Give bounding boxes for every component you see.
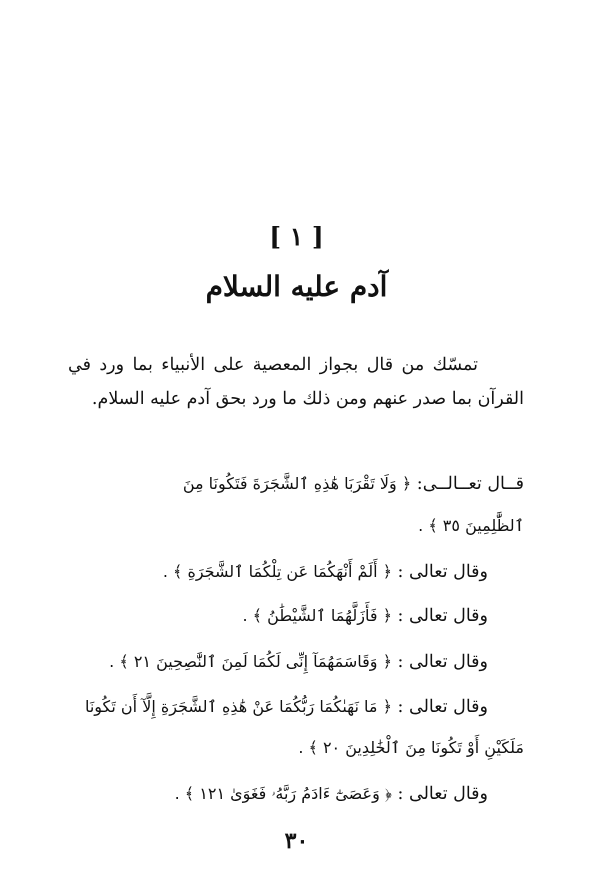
verse-text: ﴿ وَعَصَىٰٓ ءَادَمُ رَبَّهُۥ فَغَوَىٰ ١٢١ ﴾ . bbox=[174, 784, 392, 803]
verse-text: ﴿ أَلَمْ أَنْهَكُمَا عَن تِلْكُمَا ٱلشَّجَرَةِ ﴾ . bbox=[162, 562, 392, 581]
verse-line bbox=[68, 652, 488, 672]
verse-text: ﴿ مَا نَهَىٰكُمَا رَبُّكُمَا عَنْ هَٰذِهِ ٱلشَّجَرَةِ إِلَّآ أَن تَكُونَا bbox=[84, 697, 392, 716]
verse-line bbox=[68, 784, 488, 804]
verse-prefix: قــال تعــالــى: bbox=[416, 474, 524, 494]
verse-line bbox=[68, 606, 488, 626]
intro-paragraph: تمسّك من قال بجواز المعصية على الأنبياء بما ورد في القرآن بما صدر عنهم ومن ذلك ما ورد بحق آدم عليه السلام. bbox=[68, 355, 524, 409]
verse-continuation bbox=[68, 738, 524, 758]
verse-prefix: وقال تعالى : bbox=[397, 606, 488, 626]
verse-text: ﴿ وَقَاسَمَهُمَآ إِنِّى لَكُمَا لَمِنَ ٱلنَّٰصِحِينَ ٢١ ﴾ . bbox=[109, 652, 392, 671]
verse-text: ﴿ وَلَا تَقْرَبَا هَٰذِهِ ٱلشَّجَرَةَ فَتَكُونَا مِنَ bbox=[182, 474, 412, 493]
verse-continuation bbox=[68, 516, 524, 536]
verse-line bbox=[68, 474, 524, 494]
verse-prefix: وقال تعالى : bbox=[397, 784, 488, 804]
verse-text: ٱلظَّٰلِمِينَ ٣٥ ﴾ . bbox=[418, 516, 524, 535]
chapter-number: [ ١ ] bbox=[269, 222, 324, 251]
verse-prefix: وقال تعالى : bbox=[397, 562, 488, 582]
verse-text: ﴿ فَأَزَلَّهُمَا ٱلشَّيْطَٰنُ ﴾ . bbox=[242, 606, 392, 625]
verse-line bbox=[68, 697, 488, 717]
verse-prefix: وقال تعالى : bbox=[397, 697, 488, 717]
verse-prefix: وقال تعالى : bbox=[397, 652, 488, 672]
verse-line bbox=[68, 562, 488, 582]
verse-text: مَلَكَيْنِ أَوْ تَكُونَا مِنَ ٱلْخَٰلِدِينَ ٢٠ ﴾ . bbox=[298, 738, 524, 757]
page-number: ٣٠ bbox=[284, 828, 309, 854]
chapter-title: آدم عليه السلام bbox=[205, 270, 388, 303]
